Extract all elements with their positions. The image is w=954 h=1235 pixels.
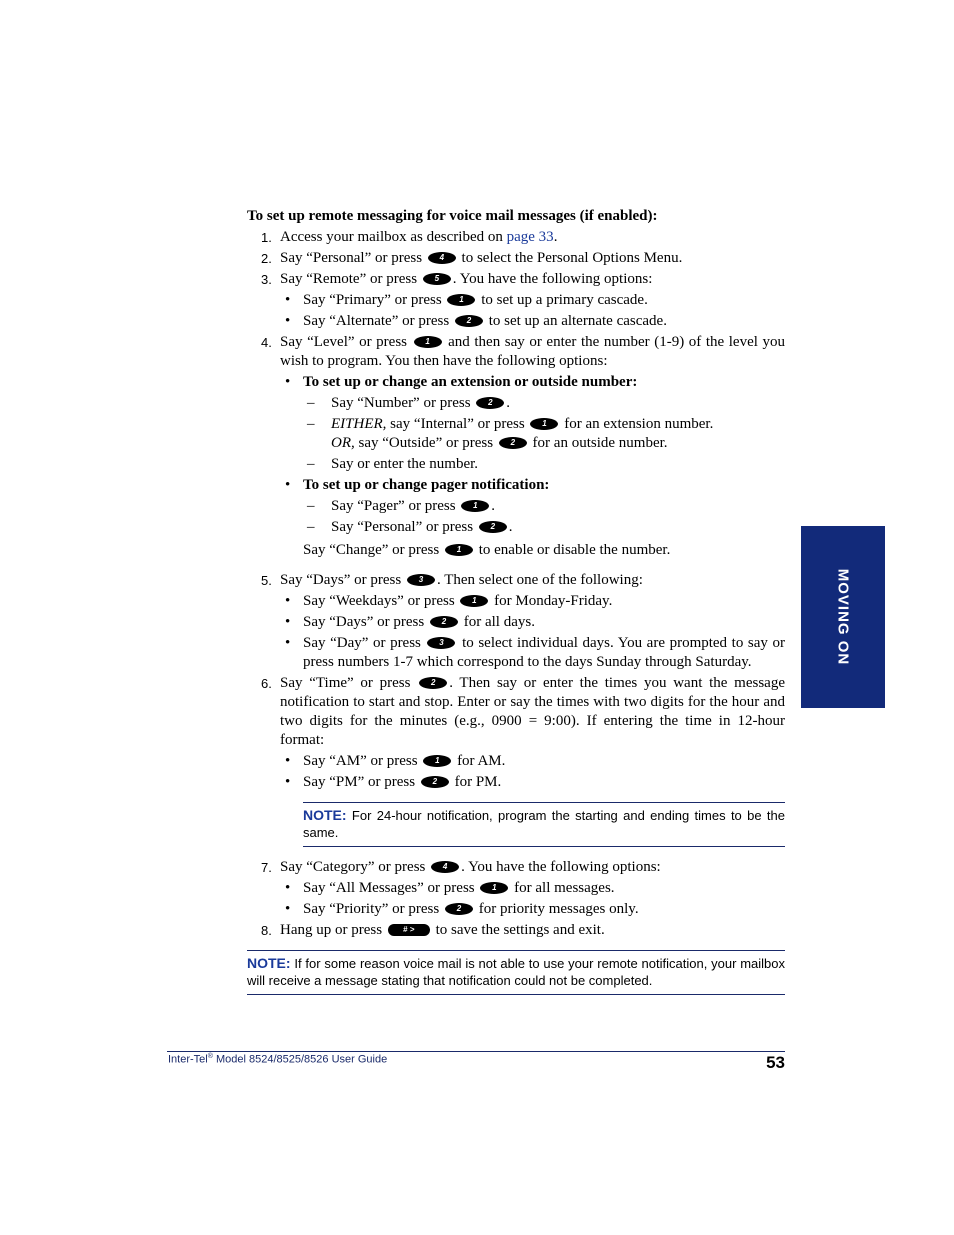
footer-title: Inter-Tel® Model 8524/8525/8526 User Guide [168,1053,388,1066]
keypad-key-icon: 3 [427,637,455,649]
keypad-key-icon: 4 [431,861,459,873]
keypad-key-icon: 1 [445,544,473,556]
bullet-icon: • [285,374,291,390]
bullet-icon: • [285,614,291,630]
step-number: 8. [261,923,272,938]
chapter-tab [801,526,885,708]
note-label: NOTE: [303,807,347,823]
keypad-key-icon: 2 [479,521,507,533]
keypad-key-icon: 3 [407,574,435,586]
bullet-icon: • [285,635,291,651]
step-number: 4. [261,335,272,350]
dash-icon: – [307,416,315,432]
keypad-key-icon: 2 [455,315,483,327]
bullet-icon: • [285,901,291,917]
keypad-key-icon: 5 [423,273,451,285]
main-content [247,207,785,995]
keypad-key-icon: 1 [447,294,475,306]
note-box [303,802,785,847]
option-paragraph: Say “Change” or press 1 to enable or disable the number. [303,542,671,558]
step-number: 1. [261,230,272,245]
step-number: 6. [261,676,272,691]
step-7: 7. Say “Category” or press 4 . You have the following options: [261,859,661,875]
keypad-key-icon: 1 [530,418,558,430]
step-1: 1. Access your mailbox as described on page 33. [261,229,558,245]
bullet-icon: • [285,292,291,308]
keypad-key-icon: 2 [419,677,447,689]
option-item: • Say “PM” or press 2 for PM. [285,774,502,790]
option-item: • Say “AM” or press 1 for AM. [285,753,506,769]
dash-icon: – [307,498,315,514]
page-number: 53 [766,1053,785,1072]
bullet-icon: • [285,477,291,493]
step-number: 2. [261,251,272,266]
sub-option-item: – EITHER, say “Internal” or press 1 for an extension number. OR, say “Outside” or press 2 for an outside number. [307,416,714,451]
keypad-key-icon: 1 [423,755,451,767]
note-box [247,950,785,995]
keypad-key-icon: 2 [445,903,473,915]
option-item [247,476,785,495]
option-item: • Say “Alternate” or press 2 to set up an alternate cascade. [285,313,667,329]
option-item: • Say “Priority” or press 2 for priority messages only. [285,901,639,917]
dash-icon: – [307,395,315,411]
step-4: 4. Say “Level” or press 1 and then say or enter the number (1-9) of the level you wish to program. You then have the following options: [261,334,785,369]
step-number: 7. [261,860,272,875]
sub-option-item: – Say “Pager” or press 1 . [307,498,496,514]
note-label: NOTE: [247,955,291,971]
dash-icon: – [307,456,315,472]
keypad-key-icon: 2 [430,616,458,628]
pound-key-icon: # > [388,924,430,936]
keypad-key-icon: 2 [421,776,449,788]
step-5: 5. Say “Days” or press 3 . Then select one of the following: [261,572,643,588]
sub-option-item: – Say “Personal” or press 2 . [307,519,513,535]
option-item [247,373,785,392]
bullet-icon: • [285,774,291,790]
step-6: 6. Say “Time” or press 2 . Then say or enter the times you want the message notification to start and stop. Enter or say the times with two digits for the hour and two digits for the minutes (e.g., 0900 = 9:00). If entering the time in 12-hour format: [261,675,785,748]
keypad-key-icon: 1 [460,595,488,607]
keypad-key-icon: 4 [428,252,456,264]
option-item: • Say “Weekdays” or press 1 for Monday-Friday. [285,593,613,609]
keypad-key-icon: 1 [461,500,489,512]
bullet-icon: • [285,880,291,896]
bullet-icon: • [285,593,291,609]
option-item: • Say “All Messages” or press 1 for all messages. [285,880,615,896]
step-3: 3. Say “Remote” or press 5 . You have the following options: [261,271,653,287]
step-number: 3. [261,272,272,287]
bullet-icon: • [285,753,291,769]
bullet-icon: • [285,313,291,329]
keypad-key-icon: 2 [476,397,504,409]
note-text: For 24-hour notification, program the starting and ending times to be the same. [303,808,785,840]
option-title: To set up or change pager notification: [303,477,550,493]
sub-option-item: – Say or enter the number. [307,456,479,472]
option-item: • Say “Day” or press 3 to select individual days. You are prompted to say or press numbers 1-7 which correspond to the days Sunday through Saturday. [285,635,785,670]
keypad-key-icon: 1 [414,336,442,348]
section-heading: To set up remote messaging for voice mail messages (if enabled): [247,208,658,224]
step-8: 8. Hang up or press # > to save the settings and exit. [261,922,605,938]
keypad-key-icon: 1 [480,882,508,894]
keypad-key-icon: 2 [499,437,527,449]
chapter-tab-label: MOVING ON [834,568,852,666]
dash-icon: – [307,519,315,535]
option-item: • Say “Days” or press 2 for all days. [285,614,535,630]
note-text: If for some reason voice mail is not able to use your remote notification, your mailbox will receive a message stating that notification could not be completed. [247,956,785,988]
option-title: To set up or change an extension or outside number: [303,374,638,390]
page-link[interactable]: page 33 [506,229,554,245]
step-2: 2. Say “Personal” or press 4 to select the Personal Options Menu. [261,250,683,266]
step-number: 5. [261,573,272,588]
footer-divider [167,1051,785,1052]
option-item: • Say “Primary” or press 1 to set up a primary cascade. [285,292,648,308]
sub-option-item: – Say “Number” or press 2 . [307,395,511,411]
